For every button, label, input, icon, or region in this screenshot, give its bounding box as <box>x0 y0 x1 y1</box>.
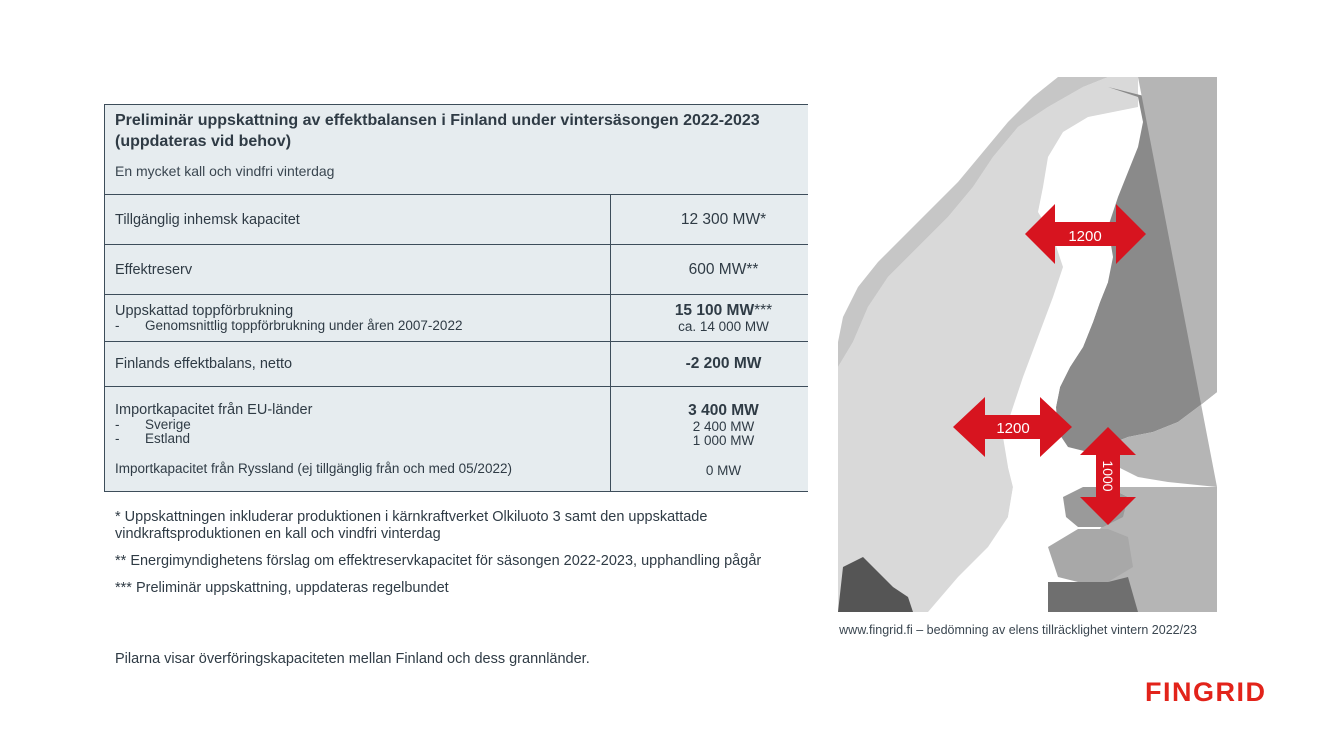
power-balance-table <box>104 104 837 492</box>
row-extra-label: Importkapacitet från Ryssland (ej tillgänglig från och med 05/2022) <box>115 461 512 476</box>
arrow-label: 1000 <box>1100 460 1116 492</box>
bullet-dash: - <box>115 417 120 432</box>
bullet-dash: - <box>115 318 120 333</box>
row-value: 600 MW** <box>688 260 759 278</box>
row-label: Importkapacitet från EU-länder <box>115 402 313 418</box>
row-label: Effektreserv <box>105 245 611 294</box>
row-label: Finlands effektbalans, netto <box>105 342 611 386</box>
row-sub-item <box>115 319 600 333</box>
bullet-dash: - <box>115 431 120 446</box>
value-footnote-mark: *** <box>754 302 773 319</box>
row-value: 15 100 MW <box>674 302 755 319</box>
table-header <box>105 105 836 195</box>
row-sub-value: 1 000 MW <box>692 433 755 448</box>
row-sub-label: Genomsnittlig toppförbrukning under åren 2007-2022 <box>145 318 463 333</box>
row-sub-item <box>115 432 600 446</box>
footnote: *** Preliminär uppskattning, uppdateras regelbundet <box>115 580 449 596</box>
row-sub-value: 2 400 MW <box>692 419 755 434</box>
table-row <box>105 342 836 387</box>
row-value: -2 200 MW <box>685 355 762 372</box>
table-subtitle: En mycket kall och vindfri vinterdag <box>115 163 335 179</box>
row-label: Uppskattad toppförbrukning <box>115 303 294 319</box>
row-sub-value: ca. 14 000 MW <box>678 319 769 334</box>
table-row <box>105 295 836 342</box>
fingrid-logo: FINGRID <box>1145 677 1267 707</box>
nordic-map <box>808 77 1217 612</box>
arrows-note: Pilarna visar överföringskapaciteten mellan Finland och dess grannländer. <box>115 651 590 667</box>
row-sub-item <box>115 418 600 432</box>
footnote: * Uppskattningen inkluderar produktionen i kärnkraftverket Olkiluoto 3 samt den uppskattade vindkraftsproduktionen en kall och vindfri vinterdag <box>115 509 708 542</box>
table-title: Preliminär uppskattning av effektbalansen i Finland under vintersäsongen 2022-2023 (uppdateras vid behov) <box>115 112 760 150</box>
footnote: ** Energimyndighetens förslag om effektreservkapacitet för säsongen 2022-2023, upphandling pågår <box>115 553 762 569</box>
row-extra-value: 0 MW <box>705 463 742 478</box>
row-sub-label: Estland <box>145 431 191 446</box>
footnotes <box>115 509 775 667</box>
map-caption: www.fingrid.fi – bedömning av elens tillräcklighet vintern 2022/23 <box>839 623 1197 637</box>
table-row <box>105 245 836 295</box>
row-label: Tillgänglig inhemsk kapacitet <box>105 195 611 244</box>
lithuania-region <box>1048 577 1138 612</box>
table-row <box>105 387 836 491</box>
row-sub-label: Sverige <box>145 417 191 432</box>
table-row <box>105 195 836 245</box>
arrow-label: 1200 <box>996 420 1030 437</box>
row-value: 3 400 MW <box>688 402 759 419</box>
arrow-label: 1200 <box>1068 228 1102 245</box>
row-value: 12 300 MW* <box>680 210 767 228</box>
